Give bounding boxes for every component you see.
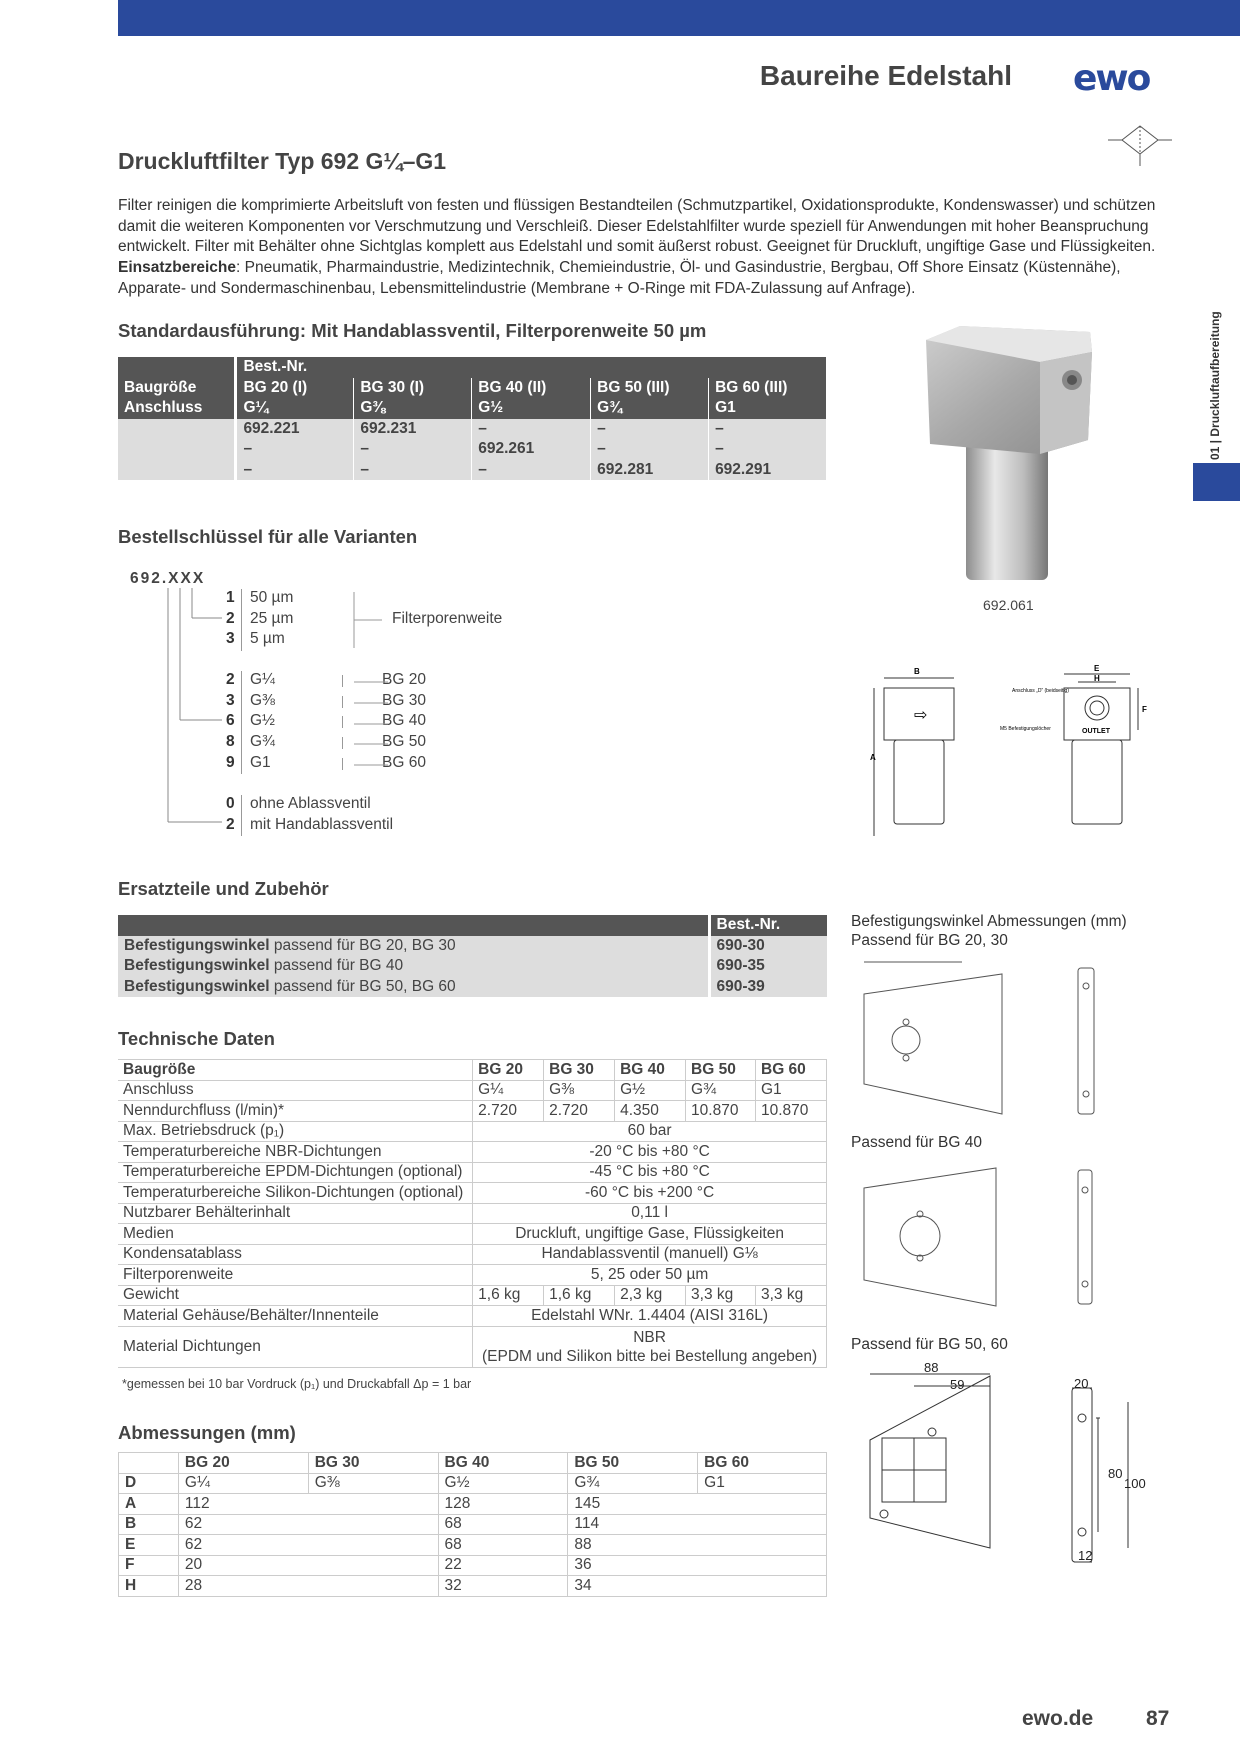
svg-text:E: E bbox=[1094, 664, 1100, 673]
svg-text:80: 80 bbox=[1108, 1466, 1123, 1481]
svg-text:F: F bbox=[1142, 705, 1147, 714]
svg-text:88: 88 bbox=[924, 1362, 939, 1375]
photo-caption: 692.061 bbox=[983, 597, 1034, 613]
valve-options: 0 ohne Ablassventil 2 mit Handablassventil bbox=[222, 795, 522, 836]
pore-bracket bbox=[352, 592, 392, 652]
section-title: Baureihe Edelstahl bbox=[759, 60, 1012, 91]
side-section-label: 01 | Druckluftaufbereitung bbox=[1208, 311, 1222, 460]
svg-text:20: 20 bbox=[1074, 1376, 1089, 1391]
connection-options: 2 G¼ BG 20 3 G⅜ BG 30 6 G½ BG 40 8 G¾ BG 50 9 G1 BG 60 bbox=[222, 671, 522, 774]
dimension-drawing bbox=[870, 664, 1170, 844]
intro-text: Filter reinigen die komprimierte Arbeitsluft von festen und flüssigen Bestandteilen (Schmutzpartikel, Oxidationsprodukte, Kondenswasser) und schützen damit die weiteren Komponenten vor Verschmutzung und Verschleiß. Dieser Edelstahlfilter wurde speziell für Anwendungen mit hoher Beanspruchung entwickelt. Filter mit Behälter ohne Sichtglas komplett aus Edelstahl und somit äußerst robust. Geeignet für Druckluft, ungiftige Gase und Flüssigkeiten. Einsatzbereiche: Pneumatik, Pharmaindustrie, Medizintechnik, Chemieindustrie, Öl- und Gasindustrie, Bergbau, Off Shore Einsatz (Küstennähe), Apparate- und Sondermaschinenbau, Lebensmittelindustrie (Membrane + O-Ringe mit FDA-Zulassung auf Anfrage). bbox=[118, 197, 1156, 297]
standard-heading: Standardausführung: Mit Handablassventil, Filterporenweite 50 µm bbox=[118, 320, 707, 341]
svg-text:OUTLET: OUTLET bbox=[1082, 728, 1110, 735]
spares-table: Best.-Nr. Befestigungswinkel passend für BG 20, BG 30 690-30 Befestigungswinkel passend für BG 40 690-35 Befestigungswinkel passend für BG 50, BG 60 690-39 bbox=[118, 915, 827, 997]
bracket-caption-1: Befestigungswinkel Abmessungen (mm) Passend für BG 20, 30 bbox=[851, 913, 1127, 949]
top-bar bbox=[118, 0, 1240, 36]
tech-heading: Technische Daten bbox=[118, 1028, 275, 1049]
order-key-heading: Bestellschlüssel für alle Varianten bbox=[118, 526, 418, 547]
ewo-logo: ewo bbox=[1073, 58, 1150, 99]
tech-footnote: *gemessen bei 10 bar Vordruck (p₁) und Druckabfall Δp = 1 bar bbox=[122, 1377, 472, 1391]
spares-heading: Ersatzteile und Zubehör bbox=[118, 878, 329, 899]
bracket-caption-2: Passend für BG 40 bbox=[851, 1134, 982, 1151]
bracket-drawing-3 bbox=[860, 1362, 1160, 1570]
standard-table: Best.-Nr. Baugröße BG 20 (I) BG 30 (I) BG 40 (II) BG 50 (III) BG 60 (III) Anschluss G¼ G⅜ G½ G¾ G1 692.221 692.231 – – – – – 692.261 – – – – – 692.281 692.291 bbox=[118, 357, 827, 480]
svg-text:12: 12 bbox=[1078, 1548, 1093, 1563]
svg-text:H: H bbox=[1094, 674, 1100, 683]
svg-text:M5 Befestigungslöcher: M5 Befestigungslöcher bbox=[1000, 726, 1051, 732]
svg-text:Anschluss „D“ (beidseitig): Anschluss „D“ (beidseitig) bbox=[1012, 688, 1069, 694]
connection-lines bbox=[352, 674, 392, 778]
bracket-drawing-2 bbox=[852, 1150, 1122, 1320]
side-marker bbox=[1193, 463, 1240, 501]
bracket-drawing-1 bbox=[852, 954, 1122, 1124]
tech-table: Baugröße BG 20 BG 30 BG 40 BG 50 BG 60 Anschluss G¼ G⅜ G½ G¾ G1 Nenndurchfluss (l/min)* 2.720 2.720 4.350 10.870 10.870 Max. Betriebsdruck (p₁) 60 bar Temperaturbereiche NBR-Dichtungen -20 °C bis +80 °C Temperaturbereiche EPDM-Dichtungen (optional) -45 °C bis +80 °C Temperaturbereiche Silikon-Dichtungen (optional) -60 °C bis +200 °C Nutzbarer Behälterinhalt 0,11 l Medien Druckluft, ungiftige Gase, Flüssigkeiten Kondensatablass Handablassventil (manuell) G⅛ Filterporenweite 5, 25 oder 50 µm Gewicht 1,6 kg 1,6 kg 2,3 kg 3,3 kg 3,3 kg Material Gehäuse/Behälter/Innenteile Edelstahl WNr. 1.4404 (AISI 316L) Material Dichtungen NBR (EPDM und Silikon bitte bei Bestellung angeben) bbox=[118, 1059, 827, 1368]
svg-text:B: B bbox=[914, 667, 920, 676]
dims-heading: Abmessungen (mm) bbox=[118, 1422, 296, 1443]
filter-product-photo bbox=[920, 322, 1100, 592]
order-code: 692.XXX bbox=[130, 570, 206, 587]
svg-text:100: 100 bbox=[1124, 1476, 1146, 1491]
pore-label: Filterporenweite bbox=[392, 610, 503, 627]
footer-site: ewo.de bbox=[1022, 1707, 1094, 1730]
product-title: Druckluftfilter Typ 692 G¼–G1 bbox=[118, 148, 447, 174]
svg-text:A: A bbox=[870, 753, 876, 762]
dims-table: BG 20 BG 30 BG 40 BG 50 BG 60 D G¼ G⅜ G½ G¾ G1 A 112 128 145 B 62 68 114 E 62 68 88 F 20 22 36 H 28 32 34 bbox=[118, 1452, 827, 1597]
svg-text:59: 59 bbox=[950, 1377, 965, 1392]
filter-symbol-icon bbox=[1108, 124, 1172, 168]
bracket-caption-3: Passend für BG 50, 60 bbox=[851, 1336, 1008, 1353]
page-number: 87 bbox=[1146, 1707, 1170, 1730]
arrow-icon: ⇨ bbox=[914, 707, 928, 724]
pore-options: 1 50 µm 2 25 µm 3 5 µm bbox=[222, 589, 522, 651]
